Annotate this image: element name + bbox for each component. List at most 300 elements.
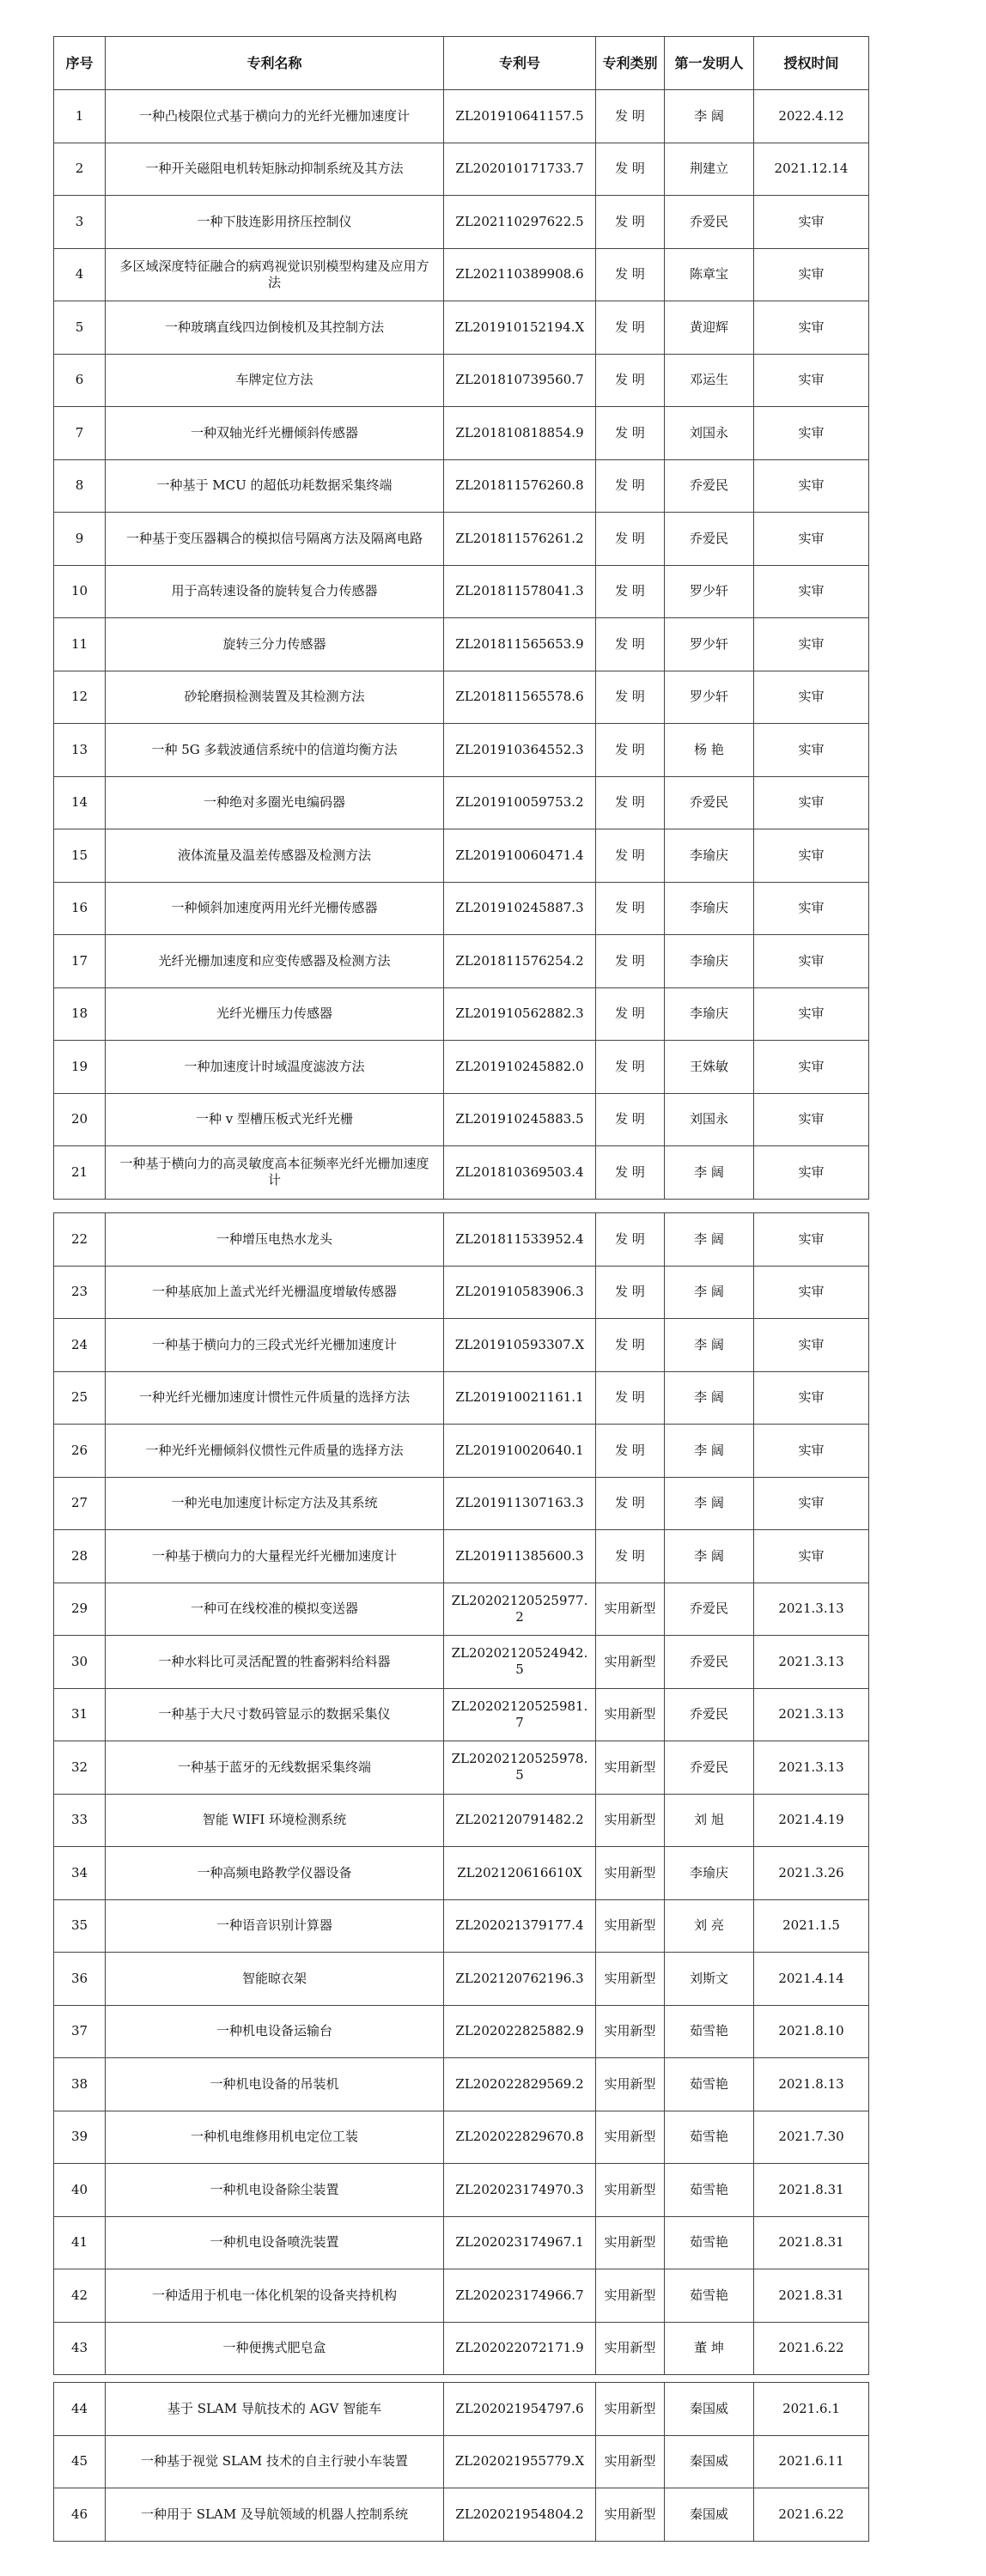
inventor-cell: 刘国永 bbox=[665, 407, 754, 460]
patent-type-cell: 实用新型 bbox=[596, 1583, 665, 1636]
patent-name-cell: 一种基于蓝牙的无线数据采集终端 bbox=[106, 1741, 444, 1795]
patent-number-cell: ZL202023174966.7 bbox=[444, 2269, 596, 2323]
table-row bbox=[54, 882, 869, 935]
patent-type-cell: 发 明 bbox=[596, 143, 665, 196]
patent-name-cell: 一种双轴光纤光栅倾斜传感器 bbox=[106, 407, 444, 460]
patent-number-cell: ZL201910562882.3 bbox=[444, 987, 596, 1041]
header-patent-number: 专利号 bbox=[444, 37, 596, 90]
table-row bbox=[54, 618, 869, 671]
table-row bbox=[54, 248, 869, 301]
table-row bbox=[54, 1266, 869, 1319]
serial-cell: 40 bbox=[54, 2164, 106, 2217]
patent-type-cell: 发 明 bbox=[596, 935, 665, 988]
serial-cell: 26 bbox=[54, 1425, 106, 1478]
patent-number-cell: ZL202023174967.1 bbox=[444, 2216, 596, 2269]
patent-type-cell: 发 明 bbox=[596, 407, 665, 460]
grant-date-cell: 实审 bbox=[754, 1425, 869, 1478]
table-header-row bbox=[54, 37, 869, 90]
serial-cell: 6 bbox=[54, 354, 106, 407]
grant-date-cell: 2021.6.11 bbox=[754, 2435, 869, 2488]
grant-date-cell: 2021.8.31 bbox=[754, 2164, 869, 2217]
patent-number-cell: ZL20202120525977.2 bbox=[444, 1583, 596, 1636]
serial-cell: 36 bbox=[54, 1953, 106, 2006]
grant-date-cell: 实审 bbox=[754, 882, 869, 935]
table-row bbox=[54, 1636, 869, 1689]
patent-name-cell: 一种用于 SLAM 及导航领域的机器人控制系统 bbox=[106, 2488, 444, 2542]
serial-cell: 14 bbox=[54, 776, 106, 829]
serial-cell: 23 bbox=[54, 1266, 106, 1319]
inventor-cell: 茹雪艳 bbox=[665, 2005, 754, 2058]
patent-type-cell: 发 明 bbox=[596, 1530, 665, 1583]
grant-date-cell: 2021.7.30 bbox=[754, 2111, 869, 2164]
patent-type-cell: 实用新型 bbox=[596, 1688, 665, 1741]
serial-cell: 12 bbox=[54, 671, 106, 724]
inventor-cell: 杨 艳 bbox=[665, 724, 754, 777]
patent-type-cell: 发 明 bbox=[596, 1371, 665, 1425]
patent-type-cell: 发 明 bbox=[596, 459, 665, 513]
patent-number-cell: ZL201910021161.1 bbox=[444, 1371, 596, 1425]
table-row bbox=[54, 1371, 869, 1425]
table-row bbox=[54, 407, 869, 460]
grant-date-cell: 实审 bbox=[754, 987, 869, 1041]
patent-type-cell: 实用新型 bbox=[596, 2111, 665, 2164]
serial-cell: 27 bbox=[54, 1477, 106, 1530]
patent-name-cell: 一种凸棱限位式基于横向力的光纤光栅加速度计 bbox=[106, 90, 444, 143]
serial-cell: 29 bbox=[54, 1583, 106, 1636]
patent-name-cell: 一种机电设备运输台 bbox=[106, 2005, 444, 2058]
patent-name-cell: 一种机电设备喷洗装置 bbox=[106, 2216, 444, 2269]
serial-cell: 4 bbox=[54, 248, 106, 301]
patent-number-cell: ZL202010171733.7 bbox=[444, 143, 596, 196]
table-row bbox=[54, 1477, 869, 1530]
grant-date-cell: 实审 bbox=[754, 935, 869, 988]
patent-name-cell: 一种机电维修用机电定位工装 bbox=[106, 2111, 444, 2164]
patent-type-cell: 发 明 bbox=[596, 987, 665, 1041]
patent-number-cell: ZL202022829569.2 bbox=[444, 2058, 596, 2111]
patent-number-cell: ZL201910245882.0 bbox=[444, 1041, 596, 1094]
patent-type-cell: 发 明 bbox=[596, 618, 665, 671]
table-row bbox=[54, 90, 869, 143]
inventor-cell: 李 阔 bbox=[665, 1425, 754, 1478]
patent-name-cell: 一种增压电热水龙头 bbox=[106, 1213, 444, 1267]
serial-cell: 28 bbox=[54, 1530, 106, 1583]
serial-cell: 7 bbox=[54, 407, 106, 460]
inventor-cell: 乔爱民 bbox=[665, 459, 754, 513]
inventor-cell: 李 阔 bbox=[665, 90, 754, 143]
serial-cell: 1 bbox=[54, 90, 106, 143]
patent-name-cell: 光纤光栅加速度和应变传感器及检测方法 bbox=[106, 935, 444, 988]
table-row bbox=[54, 2322, 869, 2375]
table-row bbox=[54, 935, 869, 988]
inventor-cell: 茹雪艳 bbox=[665, 2164, 754, 2217]
patent-type-cell: 发 明 bbox=[596, 1477, 665, 1530]
serial-cell: 42 bbox=[54, 2269, 106, 2323]
patent-number-cell: ZL201911307163.3 bbox=[444, 1477, 596, 1530]
table-row bbox=[54, 1899, 869, 1953]
grant-date-cell: 2021.4.14 bbox=[754, 1953, 869, 2006]
grant-date-cell: 实审 bbox=[754, 565, 869, 618]
serial-cell: 22 bbox=[54, 1213, 106, 1267]
inventor-cell: 李 阔 bbox=[665, 1371, 754, 1425]
inventor-cell: 陈章宝 bbox=[665, 248, 754, 301]
serial-cell: 15 bbox=[54, 829, 106, 883]
patent-name-cell: 智能晾衣架 bbox=[106, 1953, 444, 2006]
patent-number-cell: ZL202022829670.8 bbox=[444, 2111, 596, 2164]
patent-name-cell: 一种 v 型槽压板式光纤光栅 bbox=[106, 1093, 444, 1146]
table-row bbox=[54, 987, 869, 1041]
table-row bbox=[54, 1041, 869, 1094]
inventor-cell: 乔爱民 bbox=[665, 196, 754, 249]
patent-type-cell: 实用新型 bbox=[596, 2269, 665, 2323]
grant-date-cell: 实审 bbox=[754, 671, 869, 724]
serial-cell: 9 bbox=[54, 513, 106, 566]
serial-cell: 10 bbox=[54, 565, 106, 618]
header-grant-date: 授权时间 bbox=[754, 37, 869, 90]
patent-number-cell: ZL202023174970.3 bbox=[444, 2164, 596, 2217]
inventor-cell: 茹雪艳 bbox=[665, 2058, 754, 2111]
patent-number-cell: ZL201811576260.8 bbox=[444, 459, 596, 513]
patent-number-cell: ZL20202120524942.5 bbox=[444, 1636, 596, 1689]
inventor-cell: 王姝敏 bbox=[665, 1041, 754, 1094]
inventor-cell: 茹雪艳 bbox=[665, 2216, 754, 2269]
patent-number-cell: ZL202021955779.X bbox=[444, 2435, 596, 2488]
patent-type-cell: 发 明 bbox=[596, 882, 665, 935]
grant-date-cell: 2021.3.13 bbox=[754, 1741, 869, 1795]
patent-name-cell: 一种便携式肥皂盒 bbox=[106, 2322, 444, 2375]
grant-date-cell: 实审 bbox=[754, 301, 869, 355]
inventor-cell: 李瑜庆 bbox=[665, 882, 754, 935]
grant-date-cell: 2021.1.5 bbox=[754, 1899, 869, 1953]
patent-number-cell: ZL201911385600.3 bbox=[444, 1530, 596, 1583]
table-row bbox=[54, 2005, 869, 2058]
patent-name-cell: 一种适用于机电一体化机架的设备夹持机构 bbox=[106, 2269, 444, 2323]
table-row bbox=[54, 1741, 869, 1795]
patent-table-part-2 bbox=[53, 1212, 869, 2375]
patent-name-cell: 旋转三分力传感器 bbox=[106, 618, 444, 671]
patent-table-part-3 bbox=[53, 2382, 869, 2542]
patent-number-cell: ZL201910641157.5 bbox=[444, 90, 596, 143]
inventor-cell: 李 阔 bbox=[665, 1146, 754, 1200]
serial-cell: 17 bbox=[54, 935, 106, 988]
serial-cell: 2 bbox=[54, 143, 106, 196]
grant-date-cell: 2022.4.12 bbox=[754, 90, 869, 143]
serial-cell: 20 bbox=[54, 1093, 106, 1146]
patent-number-cell: ZL201811565578.6 bbox=[444, 671, 596, 724]
table-row bbox=[54, 1953, 869, 2006]
patent-type-cell: 实用新型 bbox=[596, 1847, 665, 1900]
patent-name-cell: 多区域深度特征融合的病鸡视觉识别模型构建及应用方法 bbox=[106, 248, 444, 301]
patent-name-cell: 一种光电加速度计标定方法及其系统 bbox=[106, 1477, 444, 1530]
patent-number-cell: ZL201811565653.9 bbox=[444, 618, 596, 671]
table-row bbox=[54, 1213, 869, 1267]
inventor-cell: 罗少轩 bbox=[665, 671, 754, 724]
patent-name-cell: 一种机电设备的吊装机 bbox=[106, 2058, 444, 2111]
patent-name-cell: 智能 WIFI 环境检测系统 bbox=[106, 1794, 444, 1847]
patent-name-cell: 用于高转速设备的旋转复合力传感器 bbox=[106, 565, 444, 618]
grant-date-cell: 实审 bbox=[754, 1093, 869, 1146]
table-row bbox=[54, 143, 869, 196]
grant-date-cell: 实审 bbox=[754, 724, 869, 777]
inventor-cell: 乔爱民 bbox=[665, 1636, 754, 1689]
header-patent-name: 专利名称 bbox=[106, 37, 444, 90]
patent-name-cell: 一种水料比可灵活配置的牲畜粥料给料器 bbox=[106, 1636, 444, 1689]
grant-date-cell: 2021.8.31 bbox=[754, 2216, 869, 2269]
inventor-cell: 秦国威 bbox=[665, 2488, 754, 2542]
grant-date-cell: 2021.8.31 bbox=[754, 2269, 869, 2323]
table-row bbox=[54, 1847, 869, 1900]
inventor-cell: 刘斯文 bbox=[665, 1953, 754, 2006]
patent-type-cell: 实用新型 bbox=[596, 1794, 665, 1847]
patent-number-cell: ZL202110389908.6 bbox=[444, 248, 596, 301]
grant-date-cell: 实审 bbox=[754, 1319, 869, 1372]
grant-date-cell: 实审 bbox=[754, 354, 869, 407]
serial-cell: 11 bbox=[54, 618, 106, 671]
patent-number-cell: ZL201910152194.X bbox=[444, 301, 596, 355]
patent-type-cell: 发 明 bbox=[596, 90, 665, 143]
serial-cell: 18 bbox=[54, 987, 106, 1041]
serial-cell: 30 bbox=[54, 1636, 106, 1689]
patent-name-cell: 一种语音识别计算器 bbox=[106, 1899, 444, 1953]
inventor-cell: 李瑜庆 bbox=[665, 935, 754, 988]
patent-name-cell: 砂轮磨损检测装置及其检测方法 bbox=[106, 671, 444, 724]
patent-number-cell: ZL201810739560.7 bbox=[444, 354, 596, 407]
patent-type-cell: 发 明 bbox=[596, 1146, 665, 1200]
patent-name-cell: 一种基于大尺寸数码管显示的数据采集仪 bbox=[106, 1688, 444, 1741]
grant-date-cell: 实审 bbox=[754, 513, 869, 566]
inventor-cell: 李瑜庆 bbox=[665, 987, 754, 1041]
patent-type-cell: 发 明 bbox=[596, 248, 665, 301]
serial-cell: 44 bbox=[54, 2383, 106, 2436]
grant-date-cell: 2021.8.10 bbox=[754, 2005, 869, 2058]
inventor-cell: 乔爱民 bbox=[665, 1688, 754, 1741]
table-row bbox=[54, 671, 869, 724]
serial-cell: 16 bbox=[54, 882, 106, 935]
patent-type-cell: 实用新型 bbox=[596, 2322, 665, 2375]
patent-table-part-1 bbox=[53, 36, 869, 1200]
grant-date-cell: 实审 bbox=[754, 459, 869, 513]
patent-type-cell: 发 明 bbox=[596, 671, 665, 724]
grant-date-cell: 实审 bbox=[754, 1530, 869, 1583]
table-row bbox=[54, 2269, 869, 2323]
patent-number-cell: ZL201811576261.2 bbox=[444, 513, 596, 566]
inventor-cell: 乔爱民 bbox=[665, 1583, 754, 1636]
table-row bbox=[54, 776, 869, 829]
table-row bbox=[54, 459, 869, 513]
serial-cell: 3 bbox=[54, 196, 106, 249]
inventor-cell: 李 阔 bbox=[665, 1530, 754, 1583]
table-row bbox=[54, 196, 869, 249]
patent-name-cell: 一种基于横向力的高灵敏度高本征频率光纤光栅加速度计 bbox=[106, 1146, 444, 1200]
patent-number-cell: ZL201910364552.3 bbox=[444, 724, 596, 777]
patent-number-cell: ZL201910060471.4 bbox=[444, 829, 596, 883]
serial-cell: 37 bbox=[54, 2005, 106, 2058]
grant-date-cell: 2021.6.22 bbox=[754, 2488, 869, 2542]
patent-type-cell: 发 明 bbox=[596, 565, 665, 618]
serial-cell: 25 bbox=[54, 1371, 106, 1425]
table-row bbox=[54, 1688, 869, 1741]
patent-name-cell: 一种加速度计时域温度滤波方法 bbox=[106, 1041, 444, 1094]
patent-number-cell: ZL202022072171.9 bbox=[444, 2322, 596, 2375]
patent-type-cell: 发 明 bbox=[596, 776, 665, 829]
table-row bbox=[54, 2111, 869, 2164]
table-row bbox=[54, 513, 869, 566]
header-first-inventor: 第一发明人 bbox=[665, 37, 754, 90]
patent-number-cell: ZL202110297622.5 bbox=[444, 196, 596, 249]
serial-cell: 41 bbox=[54, 2216, 106, 2269]
grant-date-cell: 实审 bbox=[754, 1266, 869, 1319]
grant-date-cell: 实审 bbox=[754, 618, 869, 671]
serial-cell: 32 bbox=[54, 1741, 106, 1795]
patent-type-cell: 发 明 bbox=[596, 1266, 665, 1319]
serial-cell: 33 bbox=[54, 1794, 106, 1847]
grant-date-cell: 实审 bbox=[754, 196, 869, 249]
patent-type-cell: 实用新型 bbox=[596, 1636, 665, 1689]
patent-number-cell: ZL201811576254.2 bbox=[444, 935, 596, 988]
patent-type-cell: 发 明 bbox=[596, 1093, 665, 1146]
inventor-cell: 罗少轩 bbox=[665, 565, 754, 618]
inventor-cell: 刘 旭 bbox=[665, 1794, 754, 1847]
header-patent-type: 专利类别 bbox=[596, 37, 665, 90]
patent-number-cell: ZL201811578041.3 bbox=[444, 565, 596, 618]
table-row bbox=[54, 2488, 869, 2542]
patent-number-cell: ZL202120762196.3 bbox=[444, 1953, 596, 2006]
serial-cell: 13 bbox=[54, 724, 106, 777]
patent-name-cell: 基于 SLAM 导航技术的 AGV 智能车 bbox=[106, 2383, 444, 2436]
serial-cell: 34 bbox=[54, 1847, 106, 1900]
patent-type-cell: 实用新型 bbox=[596, 2216, 665, 2269]
inventor-cell: 李 阔 bbox=[665, 1319, 754, 1372]
table-row bbox=[54, 829, 869, 883]
patent-type-cell: 发 明 bbox=[596, 1041, 665, 1094]
patent-type-cell: 发 明 bbox=[596, 1213, 665, 1267]
serial-cell: 31 bbox=[54, 1688, 106, 1741]
serial-cell: 8 bbox=[54, 459, 106, 513]
inventor-cell: 罗少轩 bbox=[665, 618, 754, 671]
table-row bbox=[54, 1530, 869, 1583]
inventor-cell: 刘国永 bbox=[665, 1093, 754, 1146]
patent-name-cell: 一种基于横向力的大量程光纤光栅加速度计 bbox=[106, 1530, 444, 1583]
inventor-cell: 茹雪艳 bbox=[665, 2111, 754, 2164]
grant-date-cell: 2021.8.13 bbox=[754, 2058, 869, 2111]
patent-name-cell: 液体流量及温差传感器及检测方法 bbox=[106, 829, 444, 883]
table-row bbox=[54, 1583, 869, 1636]
table-row bbox=[54, 565, 869, 618]
patent-type-cell: 发 明 bbox=[596, 354, 665, 407]
patent-type-cell: 实用新型 bbox=[596, 2005, 665, 2058]
grant-date-cell: 2021.3.13 bbox=[754, 1688, 869, 1741]
serial-cell: 24 bbox=[54, 1319, 106, 1372]
serial-cell: 38 bbox=[54, 2058, 106, 2111]
serial-cell: 45 bbox=[54, 2435, 106, 2488]
grant-date-cell: 2021.3.26 bbox=[754, 1847, 869, 1900]
inventor-cell: 李 阔 bbox=[665, 1213, 754, 1267]
patent-number-cell: ZL201811533952.4 bbox=[444, 1213, 596, 1267]
patent-type-cell: 实用新型 bbox=[596, 2164, 665, 2217]
serial-cell: 46 bbox=[54, 2488, 106, 2542]
patent-name-cell: 光纤光栅压力传感器 bbox=[106, 987, 444, 1041]
patent-name-cell: 一种基底加上盖式光纤光栅温度增敏传感器 bbox=[106, 1266, 444, 1319]
patent-name-cell: 一种下肢连影用挤压控制仪 bbox=[106, 196, 444, 249]
header-serial: 序号 bbox=[54, 37, 106, 90]
patent-number-cell: ZL202021954797.6 bbox=[444, 2383, 596, 2436]
grant-date-cell: 实审 bbox=[754, 829, 869, 883]
serial-cell: 43 bbox=[54, 2322, 106, 2375]
patent-number-cell: ZL202021954804.2 bbox=[444, 2488, 596, 2542]
patent-number-cell: ZL20202120525978.5 bbox=[444, 1741, 596, 1795]
grant-date-cell: 2021.3.13 bbox=[754, 1636, 869, 1689]
table-row bbox=[54, 1794, 869, 1847]
inventor-cell: 董 坤 bbox=[665, 2322, 754, 2375]
inventor-cell: 邓运生 bbox=[665, 354, 754, 407]
patent-number-cell: ZL202022825882.9 bbox=[444, 2005, 596, 2058]
inventor-cell: 刘 亮 bbox=[665, 1899, 754, 1953]
table-row bbox=[54, 1319, 869, 1372]
patent-name-cell: 一种光纤光栅加速度计惯性元件质量的选择方法 bbox=[106, 1371, 444, 1425]
grant-date-cell: 2021.12.14 bbox=[754, 143, 869, 196]
patent-type-cell: 实用新型 bbox=[596, 1899, 665, 1953]
serial-cell: 5 bbox=[54, 301, 106, 355]
patent-name-cell: 一种 5G 多载波通信系统中的信道均衡方法 bbox=[106, 724, 444, 777]
inventor-cell: 荆建立 bbox=[665, 143, 754, 196]
patent-type-cell: 发 明 bbox=[596, 829, 665, 883]
patent-type-cell: 实用新型 bbox=[596, 1741, 665, 1795]
patent-name-cell: 一种基于 MCU 的超低功耗数据采集终端 bbox=[106, 459, 444, 513]
inventor-cell: 乔爱民 bbox=[665, 776, 754, 829]
patent-number-cell: ZL202021379177.4 bbox=[444, 1899, 596, 1953]
serial-cell: 19 bbox=[54, 1041, 106, 1094]
inventor-cell: 秦国威 bbox=[665, 2383, 754, 2436]
patent-number-cell: ZL201910245887.3 bbox=[444, 882, 596, 935]
patent-type-cell: 发 明 bbox=[596, 724, 665, 777]
table-row bbox=[54, 1093, 869, 1146]
table-row bbox=[54, 1146, 869, 1200]
patent-name-cell: 一种机电设备除尘装置 bbox=[106, 2164, 444, 2217]
patent-type-cell: 实用新型 bbox=[596, 1953, 665, 2006]
serial-cell: 21 bbox=[54, 1146, 106, 1200]
patent-number-cell: ZL201910059753.2 bbox=[444, 776, 596, 829]
patent-name-cell: 一种高频电路教学仪器设备 bbox=[106, 1847, 444, 1900]
inventor-cell: 李瑜庆 bbox=[665, 829, 754, 883]
table-row bbox=[54, 2216, 869, 2269]
inventor-cell: 黄迎辉 bbox=[665, 301, 754, 355]
table-row bbox=[54, 1425, 869, 1478]
grant-date-cell: 2021.6.22 bbox=[754, 2322, 869, 2375]
table-row bbox=[54, 354, 869, 407]
inventor-cell: 秦国威 bbox=[665, 2435, 754, 2488]
table-row bbox=[54, 724, 869, 777]
patent-number-cell: ZL201910020640.1 bbox=[444, 1425, 596, 1478]
inventor-cell: 乔爱民 bbox=[665, 513, 754, 566]
patent-name-cell: 一种基于视觉 SLAM 技术的自主行驶小车装置 bbox=[106, 2435, 444, 2488]
table-row bbox=[54, 2383, 869, 2436]
patent-type-cell: 发 明 bbox=[596, 1319, 665, 1372]
patent-name-cell: 一种绝对多圈光电编码器 bbox=[106, 776, 444, 829]
patent-name-cell: 一种倾斜加速度两用光纤光栅传感器 bbox=[106, 882, 444, 935]
patent-name-cell: 一种可在线校准的模拟变送器 bbox=[106, 1583, 444, 1636]
patent-name-cell: 一种基于横向力的三段式光纤光栅加速度计 bbox=[106, 1319, 444, 1372]
grant-date-cell: 实审 bbox=[754, 776, 869, 829]
grant-date-cell: 2021.3.13 bbox=[754, 1583, 869, 1636]
patent-number-cell: ZL201910245883.5 bbox=[444, 1093, 596, 1146]
serial-cell: 35 bbox=[54, 1899, 106, 1953]
patent-name-cell: 一种光纤光栅倾斜仪惯性元件质量的选择方法 bbox=[106, 1425, 444, 1478]
patent-type-cell: 实用新型 bbox=[596, 2383, 665, 2436]
inventor-cell: 乔爱民 bbox=[665, 1741, 754, 1795]
inventor-cell: 李瑜庆 bbox=[665, 1847, 754, 1900]
patent-number-cell: ZL20202120525981.7 bbox=[444, 1688, 596, 1741]
patent-name-cell: 一种玻璃直线四边倒棱机及其控制方法 bbox=[106, 301, 444, 355]
patent-number-cell: ZL201810369503.4 bbox=[444, 1146, 596, 1200]
